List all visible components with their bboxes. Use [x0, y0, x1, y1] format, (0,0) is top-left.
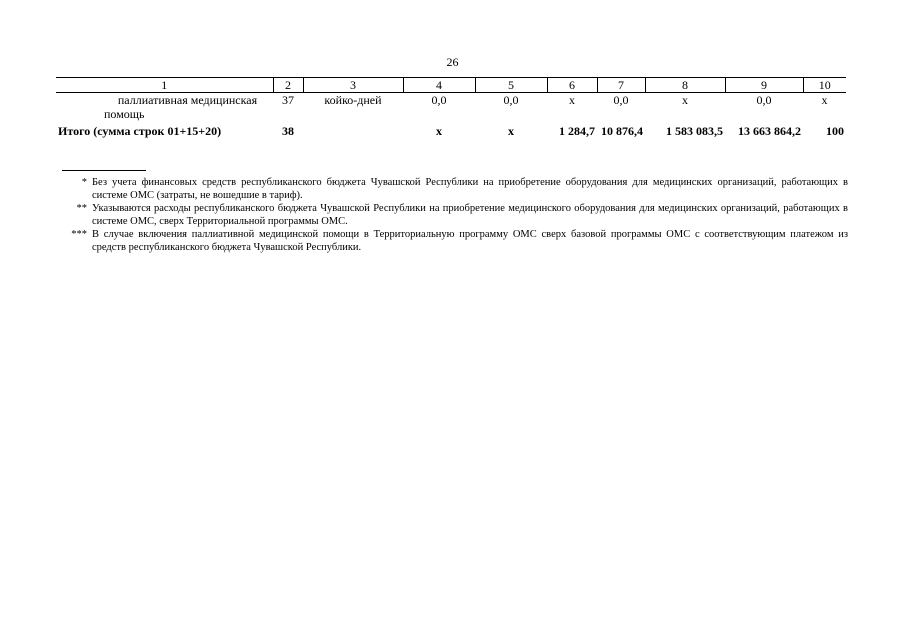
table-header-row [56, 78, 846, 93]
column-header: 7 [597, 78, 645, 93]
column-header: 10 [803, 78, 846, 93]
table-cell: 0,0 [756, 93, 772, 107]
footnote [62, 229, 848, 254]
column-header: 2 [273, 78, 303, 93]
footnote-text: Без учета финансовых средств республиканского бюджета Чувашской Республики на приобретение оборудования для медицинских организаций, работающих в системе ОМС (затраты, не вошедшие в тариф). [92, 177, 848, 201]
column-header: 6 [547, 78, 597, 93]
table-cell: х [569, 93, 575, 107]
page-number: 26 [446, 55, 459, 69]
footnote-mark: * [81, 177, 87, 188]
footnote-divider [62, 170, 146, 171]
row-line-number: 37 [282, 93, 294, 107]
footnote-text: Указываются расходы республиканского бюджета Чувашской Республики на приобретение медицинского оборудования для медицинских организаций, работающих в системе ОМС, сверх Территориальной программы ОМС. [92, 203, 848, 227]
budget-table [56, 77, 846, 138]
footnote-text: В случае включения паллиативной медицинской помощи в Территориальную программу ОМС сверх базовой программы ОМС с соответствующим платежом из средств республиканского бюджета Чувашской Республики. [92, 229, 848, 253]
table-cell: х [682, 93, 688, 107]
table-cell: х [508, 124, 514, 138]
table-total-row [56, 121, 846, 138]
row-line-number: 38 [282, 124, 294, 138]
table-cell: 0,0 [503, 93, 519, 107]
column-header: 9 [725, 78, 803, 93]
table-cell: 100 [826, 124, 844, 138]
table-cell: 1 583 083,5 [666, 124, 723, 138]
column-header: 5 [475, 78, 547, 93]
column-header: 4 [403, 78, 475, 93]
table-cell: 0,0 [431, 93, 447, 107]
row-name: Итого (сумма строк 01+15+20) [58, 124, 222, 138]
footnote-mark: *** [71, 229, 87, 240]
column-header: 1 [56, 78, 273, 93]
row-name: паллиативная медицинская помощь [104, 93, 258, 121]
table-cell: 13 663 864,2 [738, 124, 801, 138]
table-cell: х [436, 124, 442, 138]
table-cell: х [821, 93, 828, 107]
footnote [62, 203, 848, 228]
row-unit [303, 121, 403, 138]
row-unit: койко-дней [324, 93, 382, 107]
table-cell: 10 876,4 [601, 124, 643, 138]
footnote-mark: ** [76, 203, 87, 214]
column-header: 3 [303, 78, 403, 93]
footnotes [62, 177, 848, 255]
table-cell: 0,0 [613, 93, 629, 107]
footnote [62, 177, 848, 202]
column-header: 8 [645, 78, 725, 93]
table-row [56, 93, 846, 122]
table-cell: 1 284,7 [559, 124, 595, 138]
